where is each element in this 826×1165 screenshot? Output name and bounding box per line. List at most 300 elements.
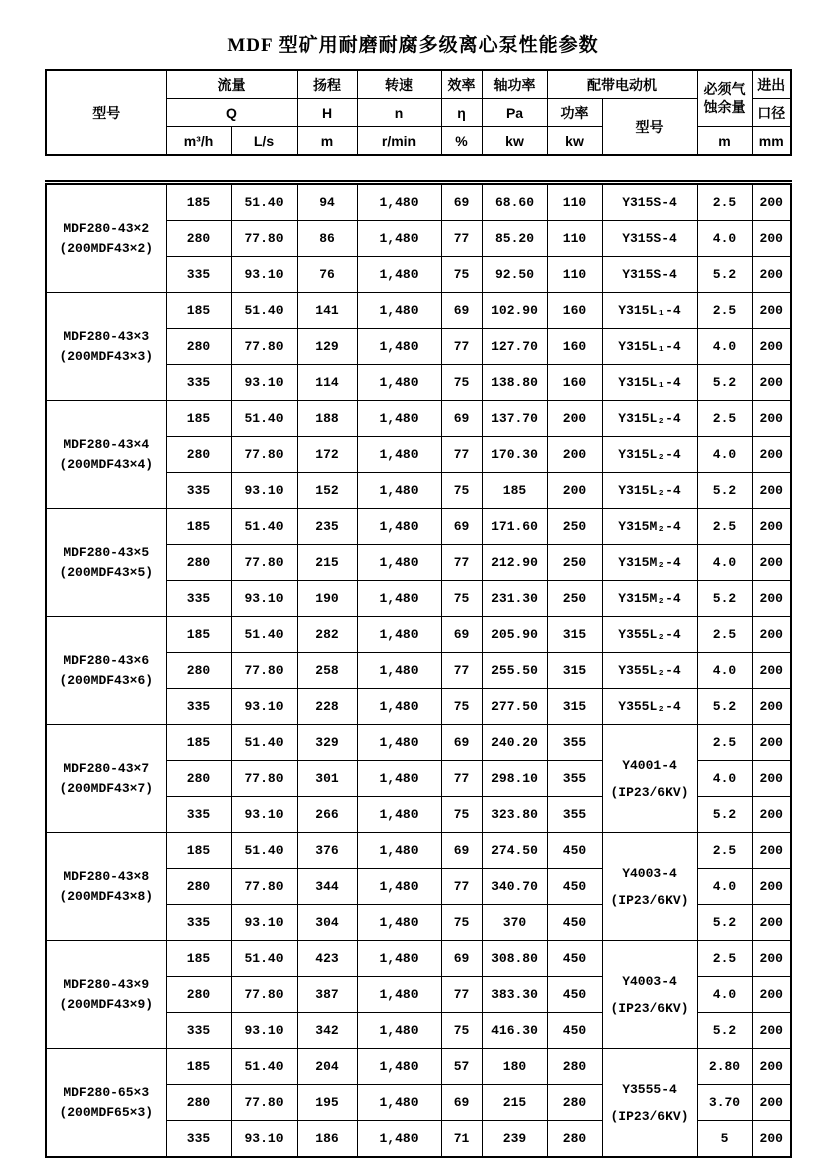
header-shaft-power-symbol: Pa <box>482 99 547 127</box>
efficiency-cell: 69 <box>441 833 482 869</box>
flow-ls-cell: 77.80 <box>231 437 297 473</box>
shaft-power-cell: 138.80 <box>482 365 547 401</box>
header-flow-unit-m3h: m³/h <box>166 127 231 156</box>
speed-cell: 1,480 <box>357 689 441 725</box>
port-diameter-cell: 200 <box>752 725 791 761</box>
pump-model-cell <box>46 833 166 941</box>
header-speed: 转速 <box>357 70 441 99</box>
head-cell: 301 <box>297 761 357 797</box>
flow-m3h-cell: 185 <box>166 183 231 221</box>
efficiency-cell: 69 <box>441 941 482 977</box>
shaft-power-cell: 205.90 <box>482 617 547 653</box>
motor-model-label: Y3555-4 <box>622 1081 677 1097</box>
head-cell: 186 <box>297 1121 357 1158</box>
port-diameter-cell: 200 <box>752 365 791 401</box>
motor-power-cell: 250 <box>547 581 602 617</box>
motor-protection-label: (IP23/6KV) <box>610 892 689 908</box>
npsh-cell: 2.5 <box>697 509 752 545</box>
speed-cell: 1,480 <box>357 509 441 545</box>
flow-m3h-cell: 335 <box>166 365 231 401</box>
speed-cell: 1,480 <box>357 1121 441 1158</box>
flow-m3h-cell: 280 <box>166 1085 231 1121</box>
table-row <box>46 617 791 653</box>
flow-m3h-cell: 185 <box>166 617 231 653</box>
pump-model-cell <box>46 293 166 401</box>
motor-power-cell: 355 <box>547 725 602 761</box>
pump-model-cell <box>46 941 166 1049</box>
header-motor-group: 配带电动机 <box>547 70 697 99</box>
head-cell: 94 <box>297 183 357 221</box>
header-port-unit: mm <box>752 127 791 156</box>
pump-model-cell <box>46 509 166 617</box>
head-cell: 387 <box>297 977 357 1013</box>
header-row-1 <box>46 70 791 99</box>
pump-model-alt-label: (200MDF43×5) <box>59 565 154 580</box>
efficiency-cell: 75 <box>441 797 482 833</box>
flow-m3h-cell: 185 <box>166 401 231 437</box>
flow-m3h-cell: 335 <box>166 257 231 293</box>
port-diameter-cell: 200 <box>752 293 791 329</box>
table-row <box>46 293 791 329</box>
flow-m3h-cell: 185 <box>166 509 231 545</box>
motor-power-cell: 450 <box>547 905 602 941</box>
flow-m3h-cell: 335 <box>166 689 231 725</box>
flow-ls-cell: 51.40 <box>231 293 297 329</box>
pump-model-label: MDF280-65×3 <box>63 1085 150 1100</box>
port-diameter-cell: 200 <box>752 437 791 473</box>
motor-protection-label: (IP23/6KV) <box>610 1108 689 1124</box>
table-row <box>46 509 791 545</box>
pump-model-label: MDF280-43×8 <box>63 869 150 884</box>
shaft-power-cell: 274.50 <box>482 833 547 869</box>
motor-model-cell: Y315M₂-4 <box>602 509 697 545</box>
head-cell: 228 <box>297 689 357 725</box>
efficiency-cell: 77 <box>441 329 482 365</box>
table-row <box>46 941 791 977</box>
efficiency-cell: 69 <box>441 725 482 761</box>
flow-ls-cell: 77.80 <box>231 869 297 905</box>
shaft-power-cell: 277.50 <box>482 689 547 725</box>
head-cell: 235 <box>297 509 357 545</box>
port-diameter-cell: 200 <box>752 1049 791 1085</box>
port-diameter-cell: 200 <box>752 1085 791 1121</box>
speed-cell: 1,480 <box>357 221 441 257</box>
header-motor-power: 功率 <box>547 99 602 127</box>
table-row <box>46 401 791 437</box>
flow-ls-cell: 93.10 <box>231 581 297 617</box>
shaft-power-cell: 102.90 <box>482 293 547 329</box>
speed-cell: 1,480 <box>357 797 441 833</box>
flow-ls-cell: 77.80 <box>231 545 297 581</box>
speed-cell: 1,480 <box>357 653 441 689</box>
speed-cell: 1,480 <box>357 545 441 581</box>
flow-ls-cell: 93.10 <box>231 689 297 725</box>
speed-cell: 1,480 <box>357 581 441 617</box>
header-efficiency: 效率 <box>441 70 482 99</box>
npsh-cell: 3.70 <box>697 1085 752 1121</box>
motor-model-cell <box>602 725 697 833</box>
motor-model-cell: Y315L₂-4 <box>602 401 697 437</box>
flow-m3h-cell: 280 <box>166 329 231 365</box>
npsh-cell: 4.0 <box>697 653 752 689</box>
motor-power-cell: 160 <box>547 293 602 329</box>
flow-m3h-cell: 280 <box>166 653 231 689</box>
motor-power-cell: 355 <box>547 797 602 833</box>
efficiency-cell: 57 <box>441 1049 482 1085</box>
port-diameter-cell: 200 <box>752 509 791 545</box>
npsh-cell: 5.2 <box>697 581 752 617</box>
motor-power-cell: 110 <box>547 183 602 221</box>
head-cell: 86 <box>297 221 357 257</box>
port-diameter-cell: 200 <box>752 797 791 833</box>
npsh-cell: 2.80 <box>697 1049 752 1085</box>
flow-ls-cell: 93.10 <box>231 257 297 293</box>
header-efficiency-unit: % <box>441 127 482 156</box>
head-cell: 129 <box>297 329 357 365</box>
shaft-power-cell: 137.70 <box>482 401 547 437</box>
shaft-power-cell: 298.10 <box>482 761 547 797</box>
port-diameter-cell: 200 <box>752 221 791 257</box>
flow-m3h-cell: 280 <box>166 437 231 473</box>
head-cell: 215 <box>297 545 357 581</box>
spec-header-table <box>45 69 792 156</box>
flow-m3h-cell: 280 <box>166 869 231 905</box>
motor-power-cell: 160 <box>547 365 602 401</box>
port-diameter-cell: 200 <box>752 401 791 437</box>
shaft-power-cell: 240.20 <box>482 725 547 761</box>
efficiency-cell: 77 <box>441 761 482 797</box>
motor-power-cell: 450 <box>547 869 602 905</box>
speed-cell: 1,480 <box>357 833 441 869</box>
speed-cell: 1,480 <box>357 977 441 1013</box>
shaft-power-cell: 370 <box>482 905 547 941</box>
efficiency-cell: 77 <box>441 977 482 1013</box>
port-diameter-cell: 200 <box>752 545 791 581</box>
shaft-power-cell: 231.30 <box>482 581 547 617</box>
head-cell: 195 <box>297 1085 357 1121</box>
head-cell: 304 <box>297 905 357 941</box>
shaft-power-cell: 68.60 <box>482 183 547 221</box>
page-title: MDF 型矿用耐磨耐腐多级离心泵性能参数 <box>227 35 599 56</box>
port-diameter-cell: 200 <box>752 869 791 905</box>
efficiency-cell: 69 <box>441 183 482 221</box>
port-diameter-cell: 200 <box>752 1013 791 1049</box>
motor-model-cell: Y315L₁-4 <box>602 365 697 401</box>
npsh-cell: 2.5 <box>697 617 752 653</box>
port-diameter-cell: 200 <box>752 183 791 221</box>
speed-cell: 1,480 <box>357 329 441 365</box>
port-diameter-cell: 200 <box>752 833 791 869</box>
motor-power-cell: 355 <box>547 761 602 797</box>
motor-power-cell: 110 <box>547 221 602 257</box>
port-diameter-cell: 200 <box>752 473 791 509</box>
pump-model-alt-label: (200MDF43×6) <box>59 673 154 688</box>
efficiency-cell: 69 <box>441 401 482 437</box>
header-flow: 流量 <box>166 70 297 99</box>
flow-m3h-cell: 335 <box>166 1013 231 1049</box>
motor-model-cell: Y315S-4 <box>602 183 697 221</box>
motor-model-cell: Y355L₂-4 <box>602 689 697 725</box>
flow-ls-cell: 51.40 <box>231 833 297 869</box>
motor-power-cell: 250 <box>547 509 602 545</box>
shaft-power-cell: 85.20 <box>482 221 547 257</box>
npsh-cell: 5.2 <box>697 365 752 401</box>
pump-model-cell <box>46 183 166 293</box>
npsh-cell: 5.2 <box>697 797 752 833</box>
head-cell: 76 <box>297 257 357 293</box>
head-cell: 152 <box>297 473 357 509</box>
port-diameter-cell: 200 <box>752 761 791 797</box>
efficiency-cell: 69 <box>441 1085 482 1121</box>
head-cell: 172 <box>297 437 357 473</box>
pump-model-label: MDF280-43×4 <box>63 437 150 452</box>
efficiency-cell: 77 <box>441 653 482 689</box>
header-npsh-line2: 蚀余量 <box>703 98 746 115</box>
motor-power-cell: 250 <box>547 545 602 581</box>
efficiency-cell: 69 <box>441 509 482 545</box>
efficiency-cell: 75 <box>441 473 482 509</box>
table-row <box>46 833 791 869</box>
port-diameter-cell: 200 <box>752 1121 791 1158</box>
flow-ls-cell: 77.80 <box>231 977 297 1013</box>
motor-model-cell: Y355L₂-4 <box>602 653 697 689</box>
head-cell: 344 <box>297 869 357 905</box>
motor-model-cell <box>602 1049 697 1158</box>
port-diameter-cell: 200 <box>752 905 791 941</box>
head-cell: 190 <box>297 581 357 617</box>
head-cell: 423 <box>297 941 357 977</box>
shaft-power-cell: 185 <box>482 473 547 509</box>
flow-m3h-cell: 280 <box>166 761 231 797</box>
shaft-power-cell: 323.80 <box>482 797 547 833</box>
header-model: 型号 <box>46 70 166 155</box>
port-diameter-cell: 200 <box>752 581 791 617</box>
npsh-cell: 4.0 <box>697 761 752 797</box>
header-shaft-power: 轴功率 <box>482 70 547 99</box>
motor-power-cell: 110 <box>547 257 602 293</box>
head-cell: 376 <box>297 833 357 869</box>
port-diameter-cell: 200 <box>752 617 791 653</box>
npsh-cell: 4.0 <box>697 869 752 905</box>
npsh-cell: 5.2 <box>697 905 752 941</box>
spec-body <box>46 183 791 1158</box>
speed-cell: 1,480 <box>357 401 441 437</box>
table-row <box>46 1049 791 1085</box>
speed-cell: 1,480 <box>357 617 441 653</box>
flow-ls-cell: 51.40 <box>231 1049 297 1085</box>
shaft-power-cell: 212.90 <box>482 545 547 581</box>
flow-m3h-cell: 335 <box>166 797 231 833</box>
pump-model-label: MDF280-43×5 <box>63 545 150 560</box>
efficiency-cell: 77 <box>441 869 482 905</box>
head-cell: 266 <box>297 797 357 833</box>
flow-ls-cell: 93.10 <box>231 473 297 509</box>
pump-model-label: MDF280-43×3 <box>63 329 150 344</box>
speed-cell: 1,480 <box>357 761 441 797</box>
port-diameter-cell: 200 <box>752 977 791 1013</box>
speed-cell: 1,480 <box>357 1013 441 1049</box>
header-npsh-line1: 必须气 <box>703 81 746 97</box>
pump-model-label: MDF280-43×6 <box>63 653 150 668</box>
npsh-cell: 2.5 <box>697 725 752 761</box>
npsh-cell: 5.2 <box>697 1013 752 1049</box>
flow-ls-cell: 93.10 <box>231 1013 297 1049</box>
pump-model-alt-label: (200MDF43×4) <box>59 457 154 472</box>
flow-m3h-cell: 335 <box>166 473 231 509</box>
efficiency-cell: 75 <box>441 365 482 401</box>
motor-model-cell: Y315L₁-4 <box>602 329 697 365</box>
motor-power-cell: 450 <box>547 977 602 1013</box>
header-head-symbol: H <box>297 99 357 127</box>
npsh-cell: 4.0 <box>697 221 752 257</box>
npsh-cell: 5.2 <box>697 473 752 509</box>
npsh-cell: 2.5 <box>697 401 752 437</box>
efficiency-cell: 69 <box>441 617 482 653</box>
motor-power-cell: 200 <box>547 401 602 437</box>
flow-ls-cell: 51.40 <box>231 617 297 653</box>
spec-body-table <box>45 180 792 1158</box>
flow-m3h-cell: 280 <box>166 545 231 581</box>
motor-power-cell: 450 <box>547 1013 602 1049</box>
pump-model-alt-label: (200MDF43×7) <box>59 781 154 796</box>
header-head: 扬程 <box>297 70 357 99</box>
motor-power-cell: 200 <box>547 473 602 509</box>
speed-cell: 1,480 <box>357 905 441 941</box>
flow-ls-cell: 77.80 <box>231 761 297 797</box>
efficiency-cell: 77 <box>441 221 482 257</box>
head-cell: 329 <box>297 725 357 761</box>
shaft-power-cell: 127.70 <box>482 329 547 365</box>
npsh-cell: 5 <box>697 1121 752 1158</box>
header-motor-power-unit: kw <box>547 127 602 156</box>
motor-model-cell: Y315M₂-4 <box>602 581 697 617</box>
efficiency-cell: 75 <box>441 689 482 725</box>
port-diameter-cell: 200 <box>752 941 791 977</box>
flow-ls-cell: 77.80 <box>231 653 297 689</box>
flow-ls-cell: 93.10 <box>231 1121 297 1158</box>
flow-ls-cell: 93.10 <box>231 905 297 941</box>
efficiency-cell: 77 <box>441 437 482 473</box>
flow-m3h-cell: 185 <box>166 725 231 761</box>
pump-model-label: MDF280-43×2 <box>63 221 150 236</box>
motor-model-cell: Y315L₂-4 <box>602 473 697 509</box>
speed-cell: 1,480 <box>357 183 441 221</box>
header-npsh-unit: m <box>697 127 752 156</box>
shaft-power-cell: 416.30 <box>482 1013 547 1049</box>
speed-cell: 1,480 <box>357 365 441 401</box>
motor-power-cell: 200 <box>547 437 602 473</box>
shaft-power-cell: 239 <box>482 1121 547 1158</box>
motor-model-cell: Y315S-4 <box>602 257 697 293</box>
motor-protection-label: (IP23/6KV) <box>610 1000 689 1016</box>
flow-m3h-cell: 280 <box>166 977 231 1013</box>
pump-model-label: MDF280-43×9 <box>63 977 150 992</box>
head-cell: 282 <box>297 617 357 653</box>
npsh-cell: 2.5 <box>697 833 752 869</box>
head-cell: 188 <box>297 401 357 437</box>
head-cell: 342 <box>297 1013 357 1049</box>
port-diameter-cell: 200 <box>752 689 791 725</box>
flow-m3h-cell: 185 <box>166 1049 231 1085</box>
npsh-cell: 2.5 <box>697 941 752 977</box>
port-diameter-cell: 200 <box>752 653 791 689</box>
header-flow-symbol: Q <box>166 99 297 127</box>
flow-m3h-cell: 185 <box>166 833 231 869</box>
motor-model-cell: Y315L₂-4 <box>602 437 697 473</box>
flow-ls-cell: 51.40 <box>231 509 297 545</box>
table-row <box>46 183 791 221</box>
port-diameter-cell: 200 <box>752 329 791 365</box>
header-speed-symbol: n <box>357 99 441 127</box>
speed-cell: 1,480 <box>357 941 441 977</box>
shaft-power-cell: 383.30 <box>482 977 547 1013</box>
shaft-power-cell: 92.50 <box>482 257 547 293</box>
motor-protection-label: (IP23/6KV) <box>610 784 689 800</box>
header-shaft-power-unit: kw <box>482 127 547 156</box>
pump-model-alt-label: (200MDF43×9) <box>59 997 154 1012</box>
motor-model-cell: Y315S-4 <box>602 221 697 257</box>
efficiency-cell: 77 <box>441 545 482 581</box>
npsh-cell: 5.2 <box>697 257 752 293</box>
flow-ls-cell: 93.10 <box>231 365 297 401</box>
motor-model-cell: Y355L₂-4 <box>602 617 697 653</box>
head-cell: 114 <box>297 365 357 401</box>
npsh-cell: 4.0 <box>697 437 752 473</box>
flow-m3h-cell: 335 <box>166 1121 231 1158</box>
pump-model-label: MDF280-43×7 <box>63 761 150 776</box>
shaft-power-cell: 255.50 <box>482 653 547 689</box>
shaft-power-cell: 340.70 <box>482 869 547 905</box>
motor-power-cell: 315 <box>547 689 602 725</box>
flow-ls-cell: 77.80 <box>231 329 297 365</box>
flow-m3h-cell: 185 <box>166 293 231 329</box>
pump-model-alt-label: (200MDF65×3) <box>59 1105 154 1120</box>
head-cell: 141 <box>297 293 357 329</box>
flow-ls-cell: 51.40 <box>231 941 297 977</box>
header-flow-unit-ls: L/s <box>231 127 297 156</box>
header-port-line1: 进出 <box>752 70 791 99</box>
speed-cell: 1,480 <box>357 473 441 509</box>
motor-model-label: Y4001-4 <box>622 757 677 773</box>
speed-cell: 1,480 <box>357 1049 441 1085</box>
speed-cell: 1,480 <box>357 293 441 329</box>
shaft-power-cell: 180 <box>482 1049 547 1085</box>
table-row <box>46 725 791 761</box>
pump-model-alt-label: (200MDF43×2) <box>59 241 154 256</box>
efficiency-cell: 75 <box>441 1013 482 1049</box>
shaft-power-cell: 308.80 <box>482 941 547 977</box>
shaft-power-cell: 215 <box>482 1085 547 1121</box>
efficiency-cell: 69 <box>441 293 482 329</box>
speed-cell: 1,480 <box>357 437 441 473</box>
motor-model-cell: Y315M₂-4 <box>602 545 697 581</box>
speed-cell: 1,480 <box>357 257 441 293</box>
motor-model-label: Y4003-4 <box>622 865 677 881</box>
npsh-cell: 5.2 <box>697 689 752 725</box>
pump-model-alt-label: (200MDF43×8) <box>59 889 154 904</box>
header-motor-model: 型号 <box>602 99 697 156</box>
npsh-cell: 2.5 <box>697 293 752 329</box>
header-speed-unit: r/min <box>357 127 441 156</box>
motor-power-cell: 315 <box>547 617 602 653</box>
flow-ls-cell: 51.40 <box>231 725 297 761</box>
port-diameter-cell: 200 <box>752 257 791 293</box>
motor-power-cell: 160 <box>547 329 602 365</box>
motor-power-cell: 315 <box>547 653 602 689</box>
efficiency-cell: 75 <box>441 905 482 941</box>
pump-model-cell <box>46 617 166 725</box>
flow-m3h-cell: 185 <box>166 941 231 977</box>
